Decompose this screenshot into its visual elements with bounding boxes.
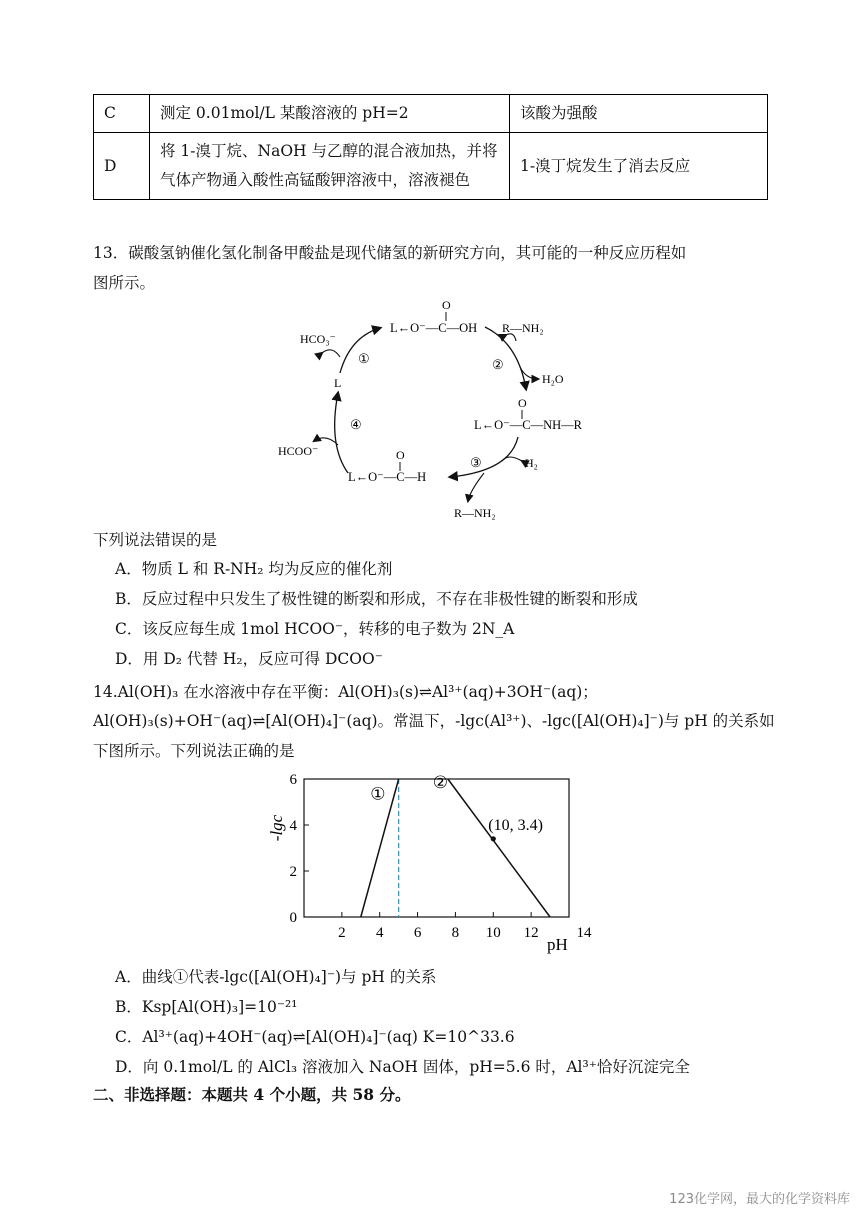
q13-option-d: D．用 D₂ 代替 H₂，反应可得 DCOO⁻ [115, 650, 383, 668]
y-tick-label: 0 [289, 910, 297, 926]
oxygen-bottom: O [396, 448, 405, 462]
q13-option-b: B．反应过程中只发生了极性键的断裂和形成，不存在非极性键的断裂和形成 [115, 590, 638, 608]
series-line-2 [448, 779, 550, 917]
h2o-label: H₂O [542, 372, 564, 386]
y-tick-label: 4 [289, 818, 297, 834]
oxygen-top: O [442, 298, 451, 312]
q14-option-c: C．Al³⁺(aq)+4OH⁻(aq)⇌[Al(OH)₄]⁻(aq) K=10^33.6 [115, 1028, 515, 1046]
q14-stem-line3: 下图所示。下列说法正确的是 [93, 742, 295, 760]
row-label: C [94, 95, 150, 133]
step2-label: ② [492, 357, 504, 372]
hco3-label: HCO₃⁻ [300, 332, 336, 346]
rnh2-in: R—NH₂ [502, 321, 544, 335]
x-tick-label: 2 [338, 925, 346, 941]
q14-option-a: A．曲线①代表-lgc([Al(OH)₄]⁻)与 pH 的关系 [115, 968, 437, 986]
q14-stem-line1: 14.Al(OH)₃ 在水溶液中存在平衡：Al(OH)₃(s)⇌Al³⁺(aq)+3OH⁻(aq)； [93, 683, 598, 701]
row-label: D [94, 133, 150, 200]
q13-stem-line1: 13．碳酸氢钠催化氢化制备甲酸盐是现代储氢的新研究方向，其可能的一种反应历程如 [93, 244, 687, 262]
q14-option-b: B．Ksp[Al(OH)₃]=10⁻²¹ [115, 998, 298, 1016]
x-tick-label: 6 [413, 925, 422, 941]
table-row [94, 95, 768, 133]
series-label-1: ① [370, 784, 386, 804]
x-tick-label: 8 [451, 925, 460, 941]
q14-stem-line2: Al(OH)₃(s)+OH⁻(aq)⇌[Al(OH)₄]⁻(aq)。常温下，-lgc(Al³⁺)、-lgc([Al(OH)₄]⁻)与 pH 的关系如 [93, 712, 775, 730]
species-right: L←O⁻—C—NH—R [474, 418, 582, 432]
q13-option-a: A．物质 L 和 R-NH₂ 均为反应的催化剂 [115, 560, 393, 578]
row-operation: 将 1-溴丁烷、NaOH 与乙醇的混合液加热，并将气体产物通入酸性高锰酸钾溶液中，溶液褪色 [150, 133, 510, 200]
q13-option-c: C．该反应每生成 1mol HCOO⁻，转移的电子数为 2N_A [115, 620, 515, 638]
table-row [94, 133, 768, 200]
plot-frame [304, 779, 569, 917]
annotation-label: (10, 3.4) [488, 816, 543, 834]
x-tick-label: 12 [523, 925, 539, 941]
x-tick-label: 14 [576, 925, 592, 941]
footer-watermark: 123化学网，最大的化学资料库 [669, 1192, 850, 1207]
q13-stem-line2: 图所示。 [93, 274, 156, 292]
q14-option-d: D．向 0.1mol/L 的 AlCl₃ 溶液加入 NaOH 固体，pH=5.6 时，Al³⁺恰好沉淀完全 [115, 1058, 690, 1076]
row-conclusion: 1-溴丁烷发生了消去反应 [510, 133, 768, 200]
x-axis-label: pH [547, 935, 568, 954]
row-operation: 测定 0.01mol/L 某酸溶液的 pH=2 [150, 95, 510, 133]
hcoo-label: HCOO⁻ [278, 444, 319, 458]
annotation-point [491, 836, 496, 841]
y-tick-label: 2 [289, 864, 297, 880]
y-tick-label: 6 [289, 772, 297, 788]
oxygen-right: O [518, 396, 527, 410]
ph-chart [262, 770, 602, 955]
species-top: L←O⁻—C—OH [390, 321, 478, 335]
x-tick-label: 10 [485, 925, 501, 941]
rnh2-out: R—NH₂ [454, 506, 496, 520]
step3-label: ③ [470, 455, 482, 470]
series-label-2: ② [432, 773, 448, 793]
reaction-cycle-diagram [270, 295, 600, 525]
q13-question: 下列说法错误的是 [93, 531, 218, 549]
y-axis-label: -lgc [267, 814, 286, 842]
x-tick-label: 4 [375, 925, 384, 941]
row-conclusion: 该酸为强酸 [510, 95, 768, 133]
step1-label: ① [358, 351, 370, 366]
step4-label: ④ [350, 417, 362, 432]
species-bottom: L←O⁻—C—H [348, 470, 427, 484]
section-heading: 二、非选择题：本题共 4 个小题，共 58 分。 [93, 1085, 411, 1104]
h2-label: H₂ [525, 456, 538, 470]
l-label: L [334, 376, 342, 390]
experiment-table [93, 94, 768, 200]
